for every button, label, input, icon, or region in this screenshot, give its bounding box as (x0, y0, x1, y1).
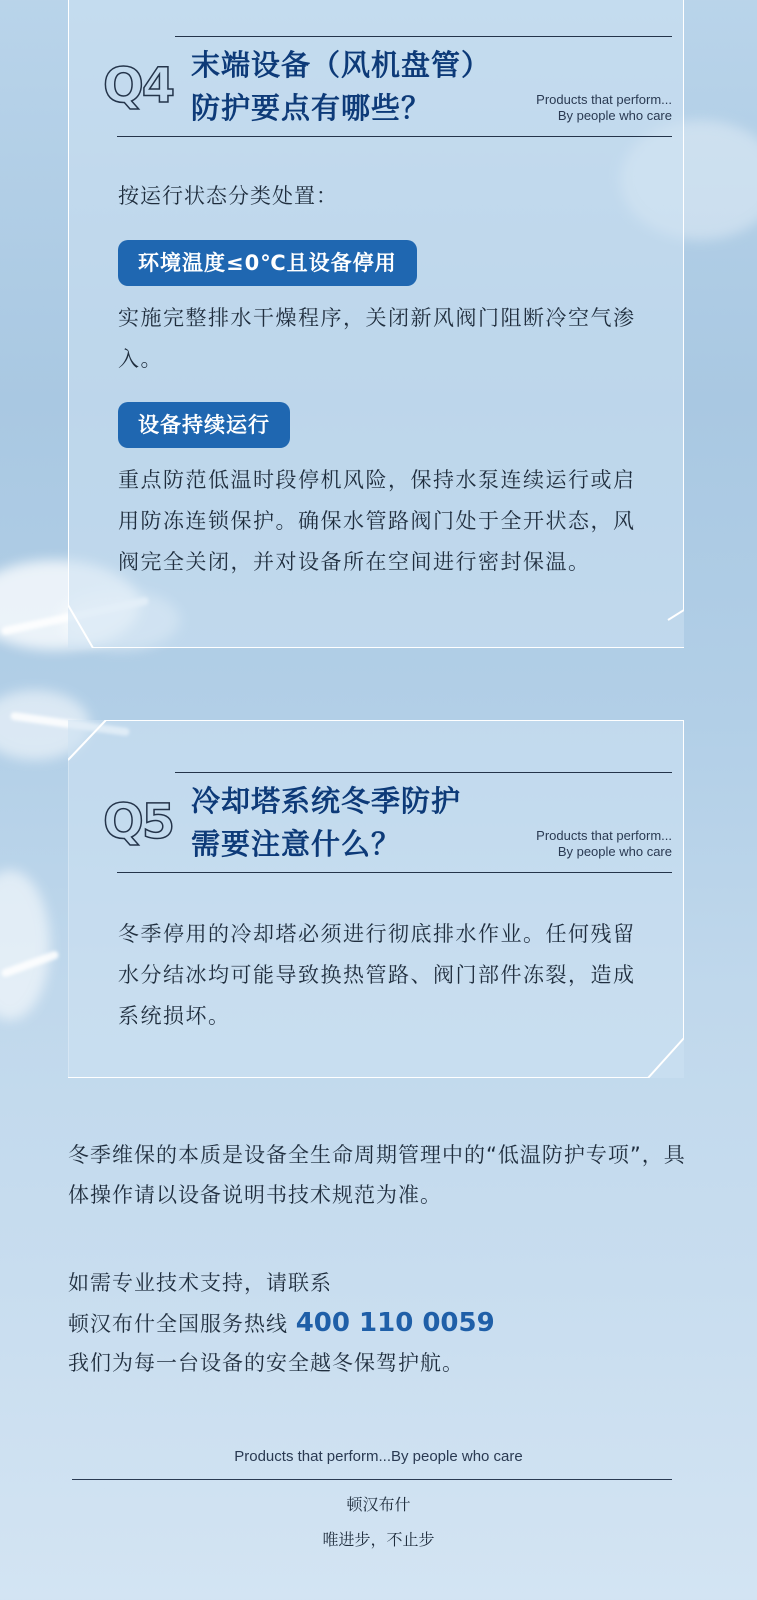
q5-number: Q5 (103, 794, 174, 850)
footer-divider (72, 1479, 672, 1480)
q5-header-rule-top (175, 772, 672, 773)
q4-tagline-line2: By people who care (557, 108, 672, 123)
q5-tagline-line2: By people who care (557, 844, 672, 859)
closing-contact-line3: 我们为每一台设备的安全越冬保驾护航。 (68, 1351, 464, 1375)
q5-text: 冬季停用的冷却塔必须进行彻底排水作业。任何残留水分结冰均可能导致换热管路、阀门部件冻裂，造成系统损坏。 (118, 922, 636, 1028)
q5-header (103, 772, 672, 872)
footer-slogan: 唯进步，不止步 (322, 1530, 435, 1549)
q5-title-line2: 需要注意什么？ (191, 827, 402, 861)
q4-title-line1: 末端设备（风机盘管） (191, 48, 492, 82)
closing-contact-line1: 如需专业技术支持，请联系 (68, 1271, 332, 1295)
closing-contact-line2 (68, 1303, 688, 1344)
q5-tagline-line1: Products that perform... (536, 828, 672, 843)
q4-title-line2: 防护要点有哪些？ (191, 91, 432, 125)
q4-header-rule-bottom (117, 136, 672, 137)
q4-header-rule-top (175, 36, 672, 37)
q4-tagline-line1: Products that perform... (536, 92, 672, 107)
q5-header-rule-bottom (117, 872, 672, 873)
closing-summary: 冬季维保的本质是设备全生命周期管理中的“低温防护专项”，具体操作请以设备说明书技术规范为准。 (68, 1143, 686, 1207)
q4-item1-label: 环境温度≤0℃且设备停用 (118, 240, 417, 286)
footer-tagline: Products that perform...By people who care (234, 1448, 523, 1465)
hotline-prefix: 顿汉布什全国服务热线 (68, 1312, 288, 1336)
q4-item1-text: 实施完整排水干燥程序，关闭新风阀门阻断冷空气渗入。 (118, 306, 636, 371)
q5-title-line1: 冷却塔系统冬季防护 (191, 784, 462, 818)
footer-brand: 顿汉布什 (346, 1495, 411, 1514)
q4-item2-label: 设备持续运行 (118, 402, 290, 448)
hotline-number[interactable]: 400 110 0059 (295, 1308, 495, 1338)
q4-item2-text: 重点防范低温时段停机风险，保持水泵连续运行或启用防冻连锁保护。确保水管路阀门处于全开状态，风阀完全关闭，并对设备所在空间进行密封保温。 (118, 468, 636, 574)
q4-intro: 按运行状态分类处置： (118, 184, 338, 208)
q4-header (103, 36, 672, 136)
q4-number: Q4 (103, 58, 174, 114)
